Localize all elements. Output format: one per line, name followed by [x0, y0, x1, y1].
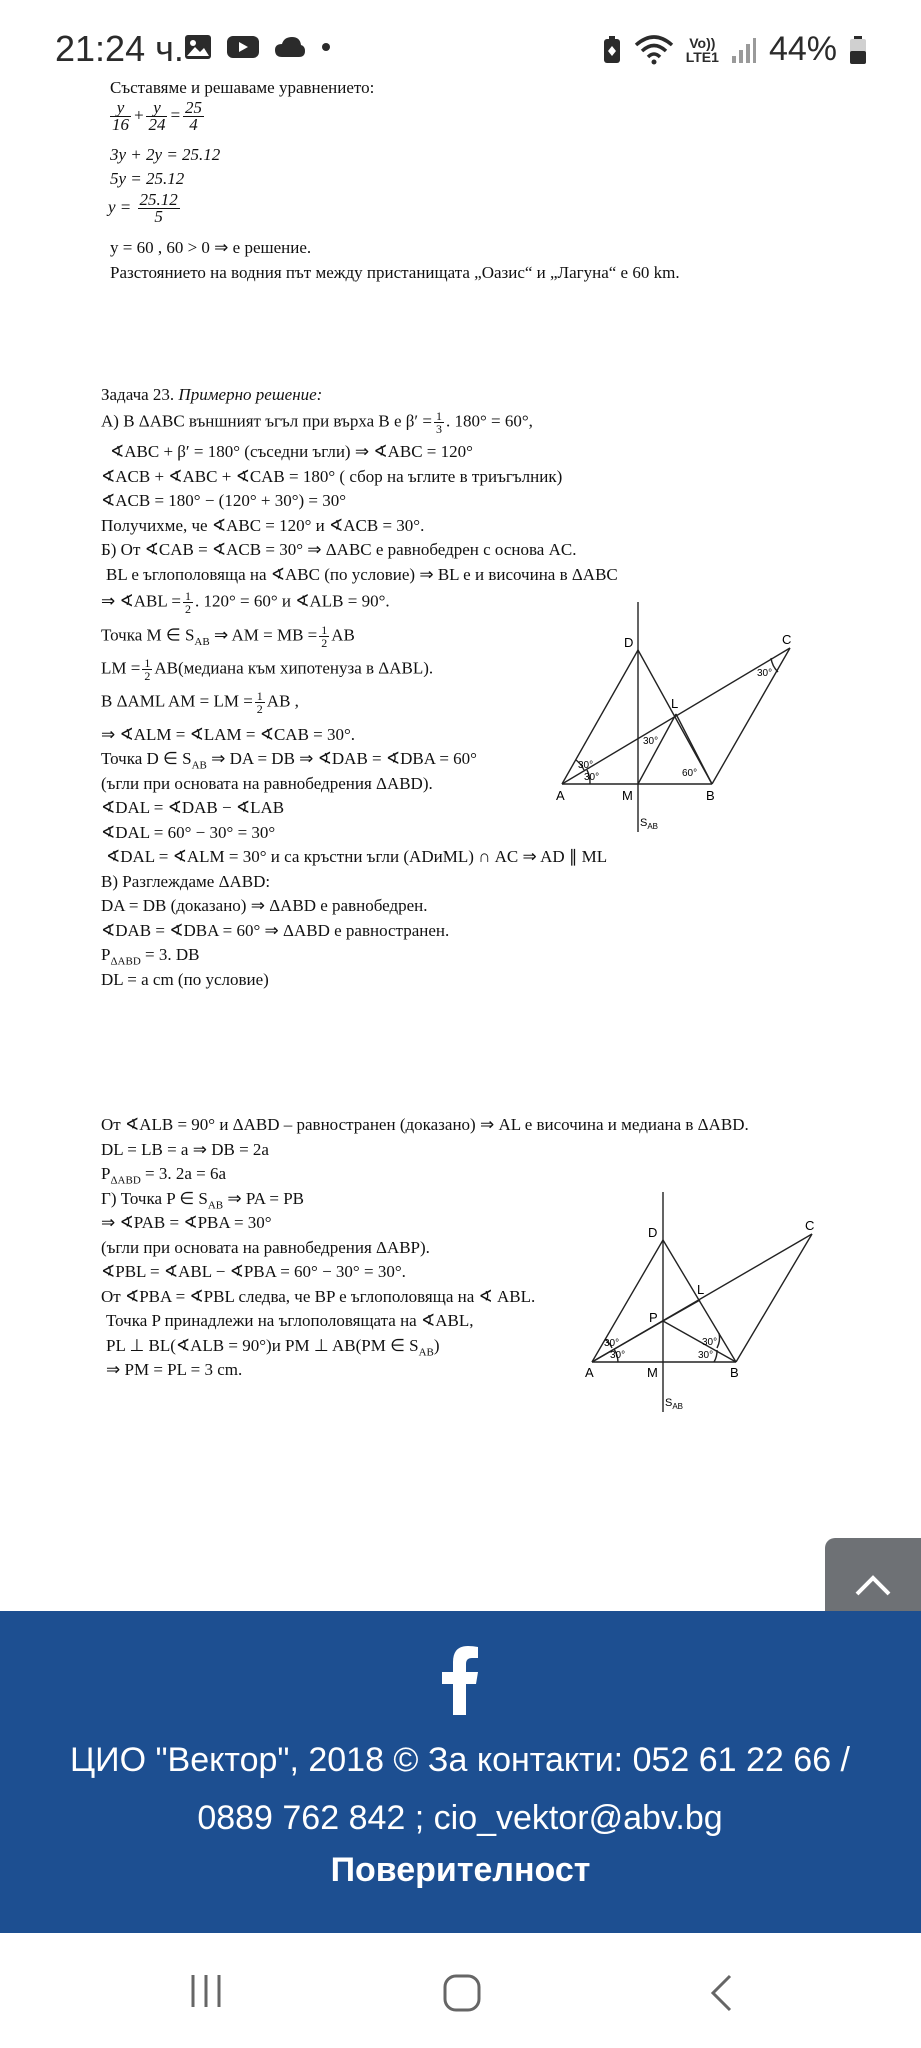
part3-c6: (ъгли при основата на равнобедрения ΔABP). [101, 1238, 430, 1257]
task23-b9: (ъгли при основата на равнобедрения ΔABD). [101, 774, 433, 793]
fig2-label-l: L [697, 1282, 705, 1297]
fig1-label-c: C [782, 632, 792, 647]
wifi-icon [634, 35, 674, 65]
part3-c10: PL ⊥ BL(∢ALB = 90°)и PM ⊥ AB(PM ∈ $S_{AB}$) [106, 1336, 440, 1359]
cloud-icon [274, 35, 306, 59]
part3-c7: ∢PBL = ∢ABL − ∢PBA = 60° − 30° = 30°. [101, 1262, 406, 1281]
task23-b5: LM = $\frac{1}{2}$ AB(медиана към хипотенуза в ΔABL). [101, 656, 434, 683]
geometry-figure-2 [580, 1190, 830, 1420]
fig2-label-d: D [648, 1225, 658, 1240]
part3-c9: Точка P принадлежи на ъглополовящата на ∢ABL, [106, 1311, 474, 1330]
fig2-label-a: A [585, 1365, 594, 1380]
fig1-angle-5: 60° [682, 768, 698, 779]
fig2-label-c: C [805, 1218, 815, 1233]
fig2-angle-4: 30° [698, 1350, 714, 1361]
part3-c3: $P_{\Delta ABD} = 3$. 2a = 6a [101, 1164, 227, 1187]
part3-c8: От ∢PBA = ∢PBL следва, че BP е ъглополовяща на ∢ ABL. [101, 1287, 536, 1306]
fig2-label-b: B [730, 1365, 739, 1380]
fig2-sab: $S_{AB}$ [665, 1397, 684, 1411]
equation-2: 3y + 2y = 25.12 [110, 145, 221, 164]
site-footer [0, 1611, 921, 1933]
fig2-angle-2: 30° [610, 1350, 626, 1361]
youtube-icon [226, 34, 260, 60]
fig1-sab: $S_{AB}$ [640, 817, 659, 831]
home-icon[interactable] [442, 1973, 482, 2013]
task23-b11: ∢DAL = 60° − 30° = 30° [101, 823, 276, 842]
task23-b1: Б) От ∢CAB = ∢ACB = 30° ⇒ ΔABC е равнобедрен с основа AC. [101, 540, 577, 559]
fig1-angle-3: 30° [643, 736, 659, 747]
facebook-icon[interactable] [440, 1645, 480, 1715]
part3-c11: ⇒ PM = PL = 3 cm. [106, 1360, 243, 1379]
task23-a3: ∢ACB + ∢ABC + ∢CAB = 180° ( сбор на ъглите в триъгълник) [101, 467, 563, 486]
equation-4: y = $\frac{25.12}{5}$ [108, 190, 178, 226]
fig2-angle-1: 30° [604, 1338, 620, 1349]
fig1-angle-2: 30° [584, 772, 600, 783]
task23-a4: ∢ACB = 180° − (120° + 30°) = 30° [101, 491, 347, 510]
fig2-label-m: M [647, 1365, 658, 1380]
fig1-angle-1: 30° [578, 760, 594, 771]
dot-icon [320, 41, 332, 53]
network-type: Vo)) LTE1 [685, 34, 719, 65]
fig1-label-a: A [556, 788, 565, 803]
battery-saver-icon [602, 35, 622, 65]
task23-b3: ⇒ ∢ABL = $\frac{1}{2}$ . 120° = 60° и ∢ALB = 90°. [101, 589, 390, 616]
fig1-label-l: L [671, 696, 679, 711]
privacy-link[interactable]: Поверителност [330, 1851, 591, 1889]
task23-a1: А) В ΔABC външният ъгъл при върха B е β′ = $\frac{1}{3}$ . 180° = 60°, [101, 409, 533, 436]
task23-a2: ∢ABC + β′ = 180° (съседни ъгли) ⇒ ∢ABC = 120° [110, 442, 473, 461]
equation-1: $\frac{y}{16}$ + $\frac{y}{24}$ = $\frac{25}{4}$ [112, 98, 202, 134]
part1-conclusion: Разстоянието на водния път между пристанищата „Оазис“ и „Лагуна“ е 60 km. [110, 263, 680, 282]
android-navigation-bar [0, 1933, 921, 2048]
footer-contact-text: ЦИО "Вектор", 2018 © За контакти: 052 61 22 66 / 0889 762 842 ; cio_vektor@abv.bg [69, 1741, 850, 1837]
fig1-label-d: D [624, 635, 634, 650]
fig1-angle-4: 30° [757, 668, 773, 679]
equation-5: y = 60 , 60 > 0 ⇒ е решение. [110, 238, 312, 257]
task23-b10: ∢DAL = ∢DAB − ∢LAB [101, 798, 285, 817]
signal-icon [731, 36, 757, 64]
clock: 21:24 ч. [55, 28, 184, 69]
task23-v5: DL = a cm (по условие) [101, 970, 269, 989]
task23-b2: BL е ъглополовяща на ∢ABC (по условие) ⇒ BL е и височина в ΔABC [106, 565, 618, 584]
part1-intro: Съставяме и решаваме уравнението: [110, 78, 375, 97]
geometry-figure-1 [550, 600, 800, 840]
part3-c5: ⇒ ∢PAB = ∢PBA = 30° [101, 1213, 272, 1232]
back-icon[interactable] [708, 1973, 734, 2013]
equation-3: 5y = 25.12 [110, 169, 185, 188]
chevron-up-icon [855, 1572, 891, 1596]
gallery-icon [184, 34, 212, 60]
fig2-label-p: P [649, 1310, 658, 1325]
fig1-label-b: B [706, 788, 715, 803]
task23-title: Задача 23. Примерно решение: [101, 385, 323, 404]
task23-v1: В) Разглеждаме ΔABD: [101, 872, 271, 891]
battery-percent: 44% [768, 30, 837, 68]
task23-b4: Точка M ∈ $S_{AB}$ ⇒ AM = MB = $\frac{1}{2}$ AB [101, 623, 355, 650]
task23-b6: В ΔAML AM = LM = $\frac{1}{2}$ AB , [101, 689, 299, 716]
task23-v2: DA = DB (доказано) ⇒ ΔABD е равнобедрен. [101, 896, 428, 915]
part3-c4: Г) Точка P ∈ $S_{AB}$ ⇒ PA = PB [101, 1189, 304, 1212]
battery-icon [849, 35, 867, 65]
task23-v3: ∢DAB = ∢DBA = 60° ⇒ ΔABD е равностранен. [101, 921, 450, 940]
part3-c1: От ∢ALB = 90° и ΔABD – равностранен (доказано) ⇒ AL е височина и медиана в ΔABD. [101, 1115, 749, 1134]
recent-apps-icon[interactable] [188, 1973, 224, 2009]
fig1-label-m: M [622, 788, 633, 803]
task23-b8: Точка D ∈ $S_{AB}$ ⇒ DA = DB ⇒ ∢DAB = ∢DBA = 60° [101, 749, 477, 772]
task23-v4: $P_{\Delta ABD} = 3$. DB [101, 945, 200, 968]
task23-a5: Получихме, че ∢ABC = 120° и ∢ACB = 30°. [101, 516, 425, 535]
task23-b12: ∢DAL = ∢ALM = 30° и са кръстни ъгли (ADиML) ∩ AC ⇒ AD ∥ ML [106, 847, 608, 866]
part3-c2: DL = LB = a ⇒ DB = 2a [101, 1140, 269, 1159]
task23-b7: ⇒ ∢ALM = ∢LAM = ∢CAB = 30°. [101, 725, 356, 744]
fig2-angle-3: 30° [702, 1337, 718, 1348]
